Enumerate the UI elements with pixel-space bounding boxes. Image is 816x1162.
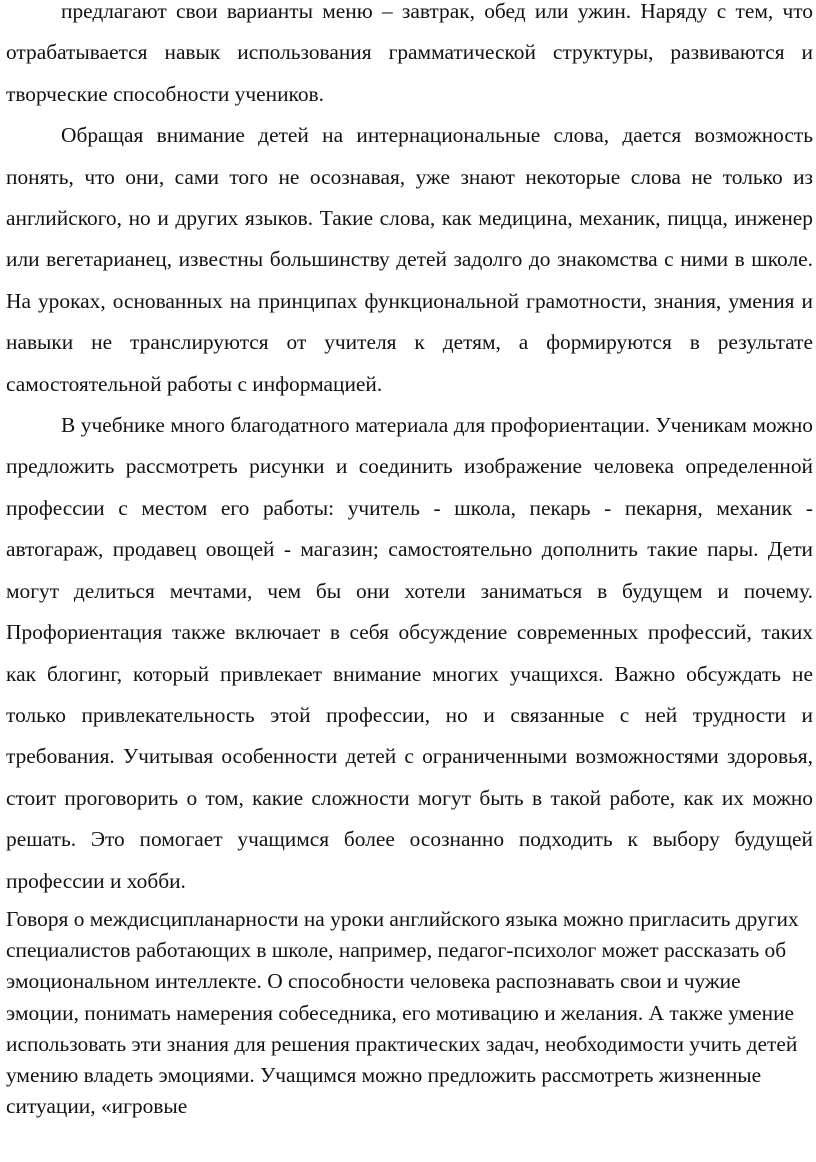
paragraph-international-words: Обращая внимание детей на интернациональные слова, дается возможность понять, что они, сами того не осознавая, уже знают некоторые слова не только из английского, но и других языков. Такие слова, как медицина, механик, пицца, инженер или вегетарианец, известны большинству детей задолго до знакомства с ними в школе. На уроках, основанных на принципах функциональной грамотности, знания, умения и навыки не транслируются от учителя к детям, а формируются в результате самостоятельной работы с информацией. (6, 123, 813, 396)
paragraph-continuation: предлагают свои варианты меню – завтрак, обед или ужин. Наряду с тем, что отрабатывается навык использования грамматической структуры, развиваются и творческие способности учеников. (6, 0, 813, 106)
paragraph-interdisciplinarity: Говоря о междисципланарности на уроки английского языка можно пригласить других специалистов работающих в школе, например, педагог-психолог может рассказать об эмоциональном интеллекте. О способности человека распознавать свои и чужие эмоции, понимать намерения собеседника, его мотивацию и желания. А также умение использовать эти знания для решения практических задач, необходимости учить детей умению владеть эмоциями. Учащимся можно предложить рассмотреть жизненные ситуации, «игровые (6, 906, 799, 1119)
paragraph-career-guidance: В учебнике много благодатного материала для профориентации. Ученикам можно предложить рассмотреть рисунки и соединить изображение человека определенной профессии с местом его работы: учитель - школа, пекарь - пекарня, механик - автогараж, продавец овощей - магазин; самостоятельно дополнить такие пары. Дети могут делиться мечтами, чем бы они хотели заниматься в будущем и почему. Профориентация также включает в себя обсуждение современных профессий, таких как блогинг, который привлекает внимание многих учащихся. Важно обсуждать не только привлекательность этой профессии, но и связанные с ней трудности и требования. Учитывая особенности детей с ограниченными возможностями здоровья, стоит проговорить о том, какие сложности могут быть в такой работе, как их можно решать. Это помогает учащимся более осознанно подходить к выбору будущей профессии и хобби. (6, 413, 813, 893)
